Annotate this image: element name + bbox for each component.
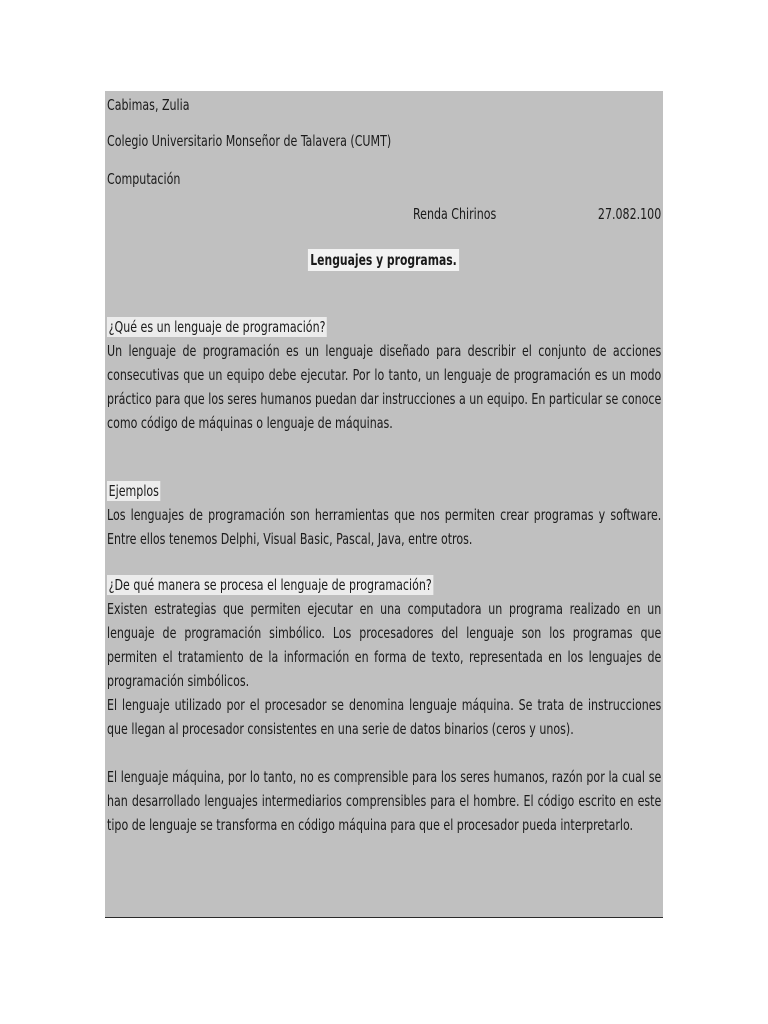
header-subject: Computación <box>107 170 181 188</box>
section-paragraph-3b: El lenguaje utilizado por el procesador se denomina lenguaje máquina. Se trata de instrucciones que llegan al procesador consistentes en una serie de datos binarios (ceros y unos). <box>107 696 662 738</box>
header-id-number: 27.082.100 <box>597 205 661 223</box>
section-heading-3: ¿De qué manera se procesa el lenguaje de programación? <box>108 576 432 594</box>
document-title: Lenguajes y programas. <box>308 249 459 271</box>
section-paragraph-2: Los lenguajes de programación son herramientas que nos permiten crear programas y software. Entre ellos tenemos Delphi, Visual Basic, Pascal, Java, entre otros. <box>107 506 662 548</box>
section-paragraph-3c: El lenguaje máquina, por lo tanto, no es comprensible para los seres humanos, razón por la cual se han desarrollado lenguajes intermediarios comprensibles para el hombre. El código escrito en este tipo de lenguaje se transforma en código máquina para que el procesador pueda interpretarlo. <box>107 768 662 834</box>
title-container <box>105 249 663 271</box>
document-page <box>105 91 663 918</box>
section-heading-2: Ejemplos <box>108 482 159 500</box>
header-city: Cabimas, Zulia <box>107 96 190 114</box>
section-paragraph-1: Un lenguaje de programación es un lenguaje diseñado para describir el conjunto de acciones consecutivas que un equipo debe ejecutar. Por lo tanto, un lenguaje de programación es un modo práctico para que los seres humanos puedan dar instrucciones a un equipo. En particular se conoce como código de máquinas o lenguaje de máquinas. <box>107 342 662 432</box>
author-row <box>105 204 661 226</box>
header-school: Colegio Universitario Monseñor de Talavera (CUMT) <box>107 132 392 150</box>
header-author: Renda Chirinos <box>413 205 497 223</box>
section-paragraph-3a: Existen estrategias que permiten ejecutar en una computadora un programa realizado en un lenguaje de programación simbólico. Los procesadores del lenguaje son los programas que permiten el tratamiento de la información en forma de texto, representada en los lenguajes de programación simbólicos. <box>107 600 662 690</box>
section-heading-1: ¿Qué es un lenguaje de programación? <box>108 318 326 336</box>
